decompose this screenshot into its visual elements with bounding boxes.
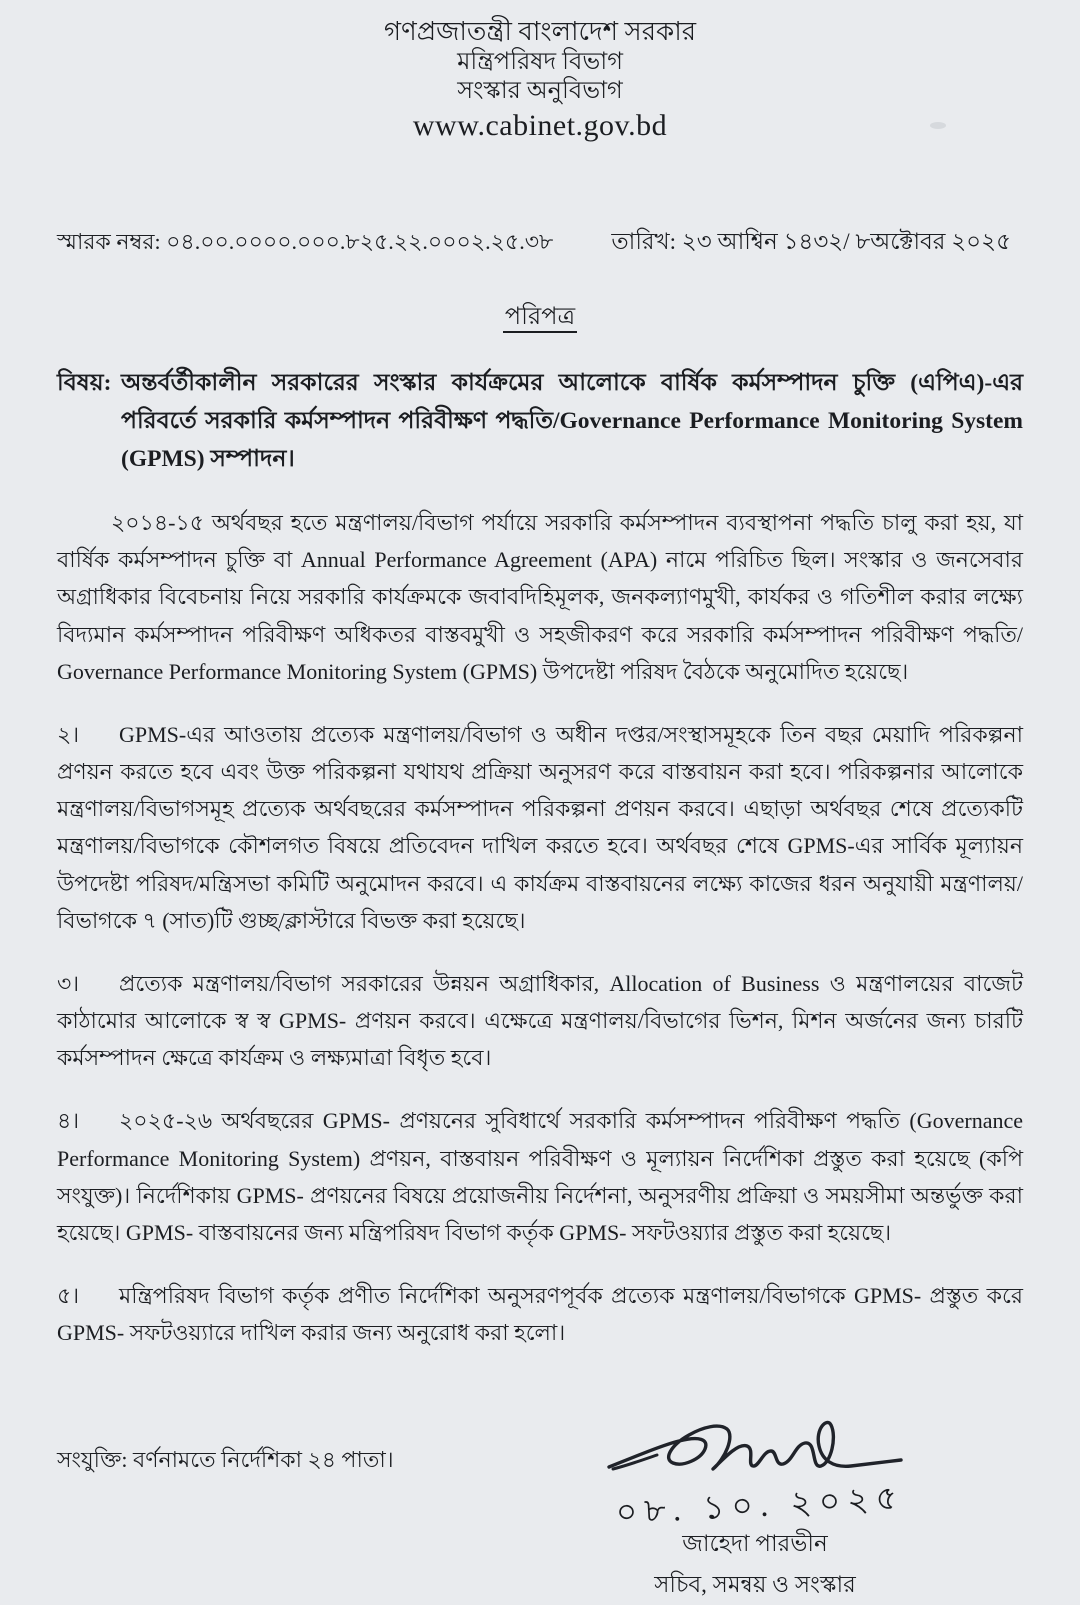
- document-title-text: পরিপত্র: [503, 304, 577, 333]
- website-url: www.cabinet.gov.bd: [412, 109, 668, 143]
- handwritten-date: ০৮. ১০. ২০২৫: [614, 1480, 905, 1532]
- government-name: গণপ্রজাতন্ত্রী বাংলাদেশ সরকার: [383, 17, 697, 46]
- body-paragraph-3: [57, 965, 1023, 1077]
- paragraph-number: ৪।: [57, 1108, 80, 1134]
- division-name: মন্ত্রিপরিষদ বিভাগ: [457, 48, 623, 75]
- subject-label: বিষয়:: [57, 369, 112, 396]
- signature-block: [575, 1415, 935, 1605]
- paragraph-text: মন্ত্রিপরিষদ বিভাগ কর্তৃক প্রণীত নির্দেশিকা অনুসরণপূর্বক প্রত্যেক মন্ত্রণালয়/বিভাগকে GPMS- প্রস্তুত করে GPMS- সফটওয়্যারে দাখিল করার জন্য অনুরোধ করা হলো।: [57, 1283, 1023, 1346]
- paragraph-number: ৫।: [57, 1283, 80, 1309]
- document-title: [57, 298, 1023, 338]
- bottom-row: [57, 1415, 1023, 1605]
- wing-name: সংস্কার অনুবিভাগ: [457, 77, 623, 104]
- body-paragraph-5: [57, 1277, 1023, 1351]
- issue-date: তারিখ: ২৩ আশ্বিন ১৪৩২/ ৮অক্টোবর ২০২৫: [611, 228, 1011, 254]
- subject-text: অন্তর্বর্তীকালীন সরকারের সংস্কার কার্যক্রমের আলোকে বার্ষিক কর্মসম্পাদন চুক্তি (এপিএ)-এর পরিবর্তে সরকারি কর্মসম্পাদন পরিবীক্ষণ পদ্ধতি/Governance Performance Monitoring System (GPMS) সম্পাদন।: [121, 369, 1023, 472]
- signatory-designation: সচিব, সমন্বয় ও সংস্কার: [654, 1572, 856, 1598]
- body-paragraph-4: [57, 1102, 1023, 1251]
- memo-number: স্মারক নম্বর: ০৪.০০.০০০০.০০০.৮২৫.২২.০০০২.২৫.৩৮: [57, 228, 554, 254]
- letterhead: [57, 16, 1023, 145]
- scan-smudge: [930, 122, 946, 129]
- subject-block: [57, 364, 1023, 478]
- paragraph-number: ২।: [57, 721, 80, 747]
- signatory-name: জাহেদা পারভীন: [682, 1531, 828, 1557]
- meta-row: [57, 223, 1023, 262]
- paragraph-text: ২০২৫-২৬ অর্থবছরের GPMS- প্রণয়নের সুবিধার্থে সরকারি কর্মসম্পাদন পরিবীক্ষণ পদ্ধতি (Governance Performance Monitoring System) প্রণয়ন, বাস্তবায়ন পরিবীক্ষণ ও মূল্যায়ন নির্দেশিকা প্রস্তুত করা হয়েছে (কপি সংযুক্ত)। নির্দেশিকায় GPMS- প্রণয়নের বিষয়ে প্রয়োজনীয় নির্দেশনা, অনুসরণীয় প্রক্রিয়া ও সময়সীমা অন্তর্ভুক্ত করা হয়েছে। GPMS- বাস্তবায়নের জন্য মন্ত্রিপরিষদ বিভাগ কর্তৃক GPMS- সফটওয়্যার প্রস্তুত করা হয়েছে।: [57, 1108, 1023, 1245]
- body-paragraph-2: [57, 716, 1023, 939]
- paragraph-text: GPMS-এর আওতায় প্রত্যেক মন্ত্রণালয়/বিভাগ ও অধীন দপ্তর/সংস্থাসমূহকে তিন বছর মেয়াদি পরিকল্পনা প্রণয়ন করতে হবে এবং উক্ত পরিকল্পনা যথাযথ প্রক্রিয়া অনুসরণ করে বাস্তবায়ন করা হবে। পরিকল্পনার আলোকে মন্ত্রণালয়/বিভাগসমূহ প্রত্যেক অর্থবছরের কর্মসম্পাদন পরিকল্পনা প্রণয়ন করবে। এছাড়া অর্থবছর শেষে প্রত্যেকটি মন্ত্রণালয়/বিভাগকে কৌশলগত বিষয়ে প্রতিবেদন দাখিল করতে হবে। অর্থবছর শেষে GPMS-এর সার্বিক মূল্যায়ন উপদেষ্টা পরিষদ/মন্ত্রিসভা কমিটি অনুমোদন করবে। এ কার্যক্রম বাস্তবায়নের লক্ষ্যে কাজের ধরন অনুযায়ী মন্ত্রণালয়/বিভাগকে ৭ (সাত)টি গুচ্ছ/ক্লাস্টারে বিভক্ত করা হয়েছে।: [57, 721, 1023, 933]
- paragraph-text: ২০১৪-১৫ অর্থবছর হতে মন্ত্রণালয়/বিভাগ পর্যায়ে সরকারি কর্মসম্পাদন ব্যবস্থাপনা পদ্ধতি চালু করা হয়, যা বার্ষিক কর্মসম্পাদন চুক্তি বা Annual Performance Agreement (APA) নামে পরিচিত ছিল। সংস্কার ও জনসেবার অগ্রাধিকার বিবেচনায় নিয়ে সরকারি কার্যক্রমকে জবাবদিহিমূলক, জনকল্যাণমুখী, কার্যকর ও গতিশীল করার লক্ষ্যে বিদ্যমান কর্মসম্পাদন পরিবীক্ষণ অধিকতর বাস্তবমুখী ও সহজীকরণ করে সরকারি কর্মসম্পাদন পরিবীক্ষণ পদ্ধতি/ Governance Performance Monitoring System (GPMS) উপদেষ্টা পরিষদ বৈঠকে অনুমোদিত হয়েছে।: [57, 510, 1023, 684]
- body-paragraph-1: [57, 504, 1023, 690]
- attachment-note: সংযুক্তি: বর্ণনামতে নির্দেশিকা ২৪ পাতা।: [57, 1447, 394, 1473]
- paragraph-number: ৩।: [57, 970, 80, 996]
- paragraph-text: প্রত্যেক মন্ত্রণালয়/বিভাগ সরকারের উন্নয়ন অগ্রাধিকার, Allocation of Business ও মন্ত্রণালয়ের বাজেট কাঠামোর আলোকে স্ব স্ব GPMS- প্রণয়ন করবে। এক্ষেত্রে মন্ত্রণালয়/বিভাগের ভিশন, মিশন অর্জনের জন্য চারটি কর্মসম্পাদন ক্ষেত্রে কার্যক্রম ও লক্ষ্যমাত্রা বিধৃত হবে।: [57, 970, 1023, 1071]
